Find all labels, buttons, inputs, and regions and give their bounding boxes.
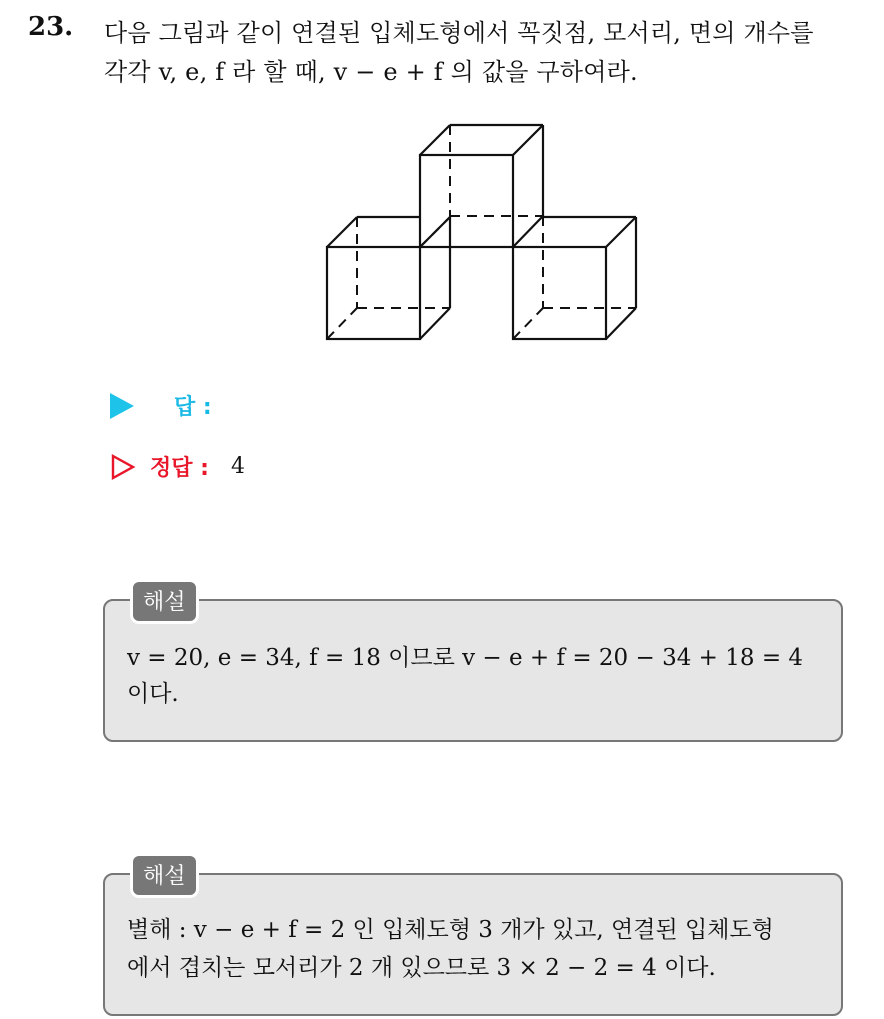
solution-text-line-2: 에서 겹치는 모서리가 2 개 있으므로 3 × 2 − 2 = 4 이다. xyxy=(127,955,716,981)
left-cube-edge xyxy=(327,217,357,247)
right-cube-edge xyxy=(606,308,636,339)
answer-row xyxy=(110,390,212,421)
top-cube-edge xyxy=(513,216,543,247)
alternate-solution-box xyxy=(103,864,843,1016)
right-cube-edge xyxy=(606,217,636,247)
solution-text-line-1: v = 20, e = 34, f = 18 이므로 v − e + f = 20 − 34 + 18 = 4 xyxy=(127,645,804,671)
correct-answer-value: 4 xyxy=(230,454,245,479)
correct-answer-row xyxy=(110,451,245,482)
question-text-line-1: 다음 그림과 같이 연결된 입체도형에서 꼭짓점, 모서리, 면의 개수를 xyxy=(104,19,814,47)
solution-box xyxy=(103,590,843,742)
correct-answer-label: 정답 : xyxy=(150,456,209,481)
play-triangle-icon xyxy=(110,393,134,419)
solution-tag: 해설 xyxy=(130,579,199,624)
connected-cubes-figure xyxy=(320,118,650,353)
outline-triangle-icon xyxy=(110,454,136,480)
left-cube-hidden-edge xyxy=(420,217,450,247)
solution-text-line-2: 이다. xyxy=(127,681,179,707)
left-cube-hidden-edge xyxy=(327,308,357,339)
question-text-line-2: 각각 v, e, f 라 할 때, v − e + f 의 값을 구하여라. xyxy=(104,58,638,86)
solution-text-line-1: 별해 : v − e + f = 2 인 입체도형 3 개가 있고, 연결된 입체도형 xyxy=(127,917,774,943)
left-cube-edge xyxy=(420,308,450,339)
top-cube-edge xyxy=(513,125,543,155)
top-cube-edge xyxy=(420,125,450,155)
answer-label: 답 : xyxy=(174,395,212,420)
right-cube-hidden-edge xyxy=(513,308,543,339)
solution-tag: 해설 xyxy=(130,853,199,898)
question-number: 23. xyxy=(28,12,74,42)
